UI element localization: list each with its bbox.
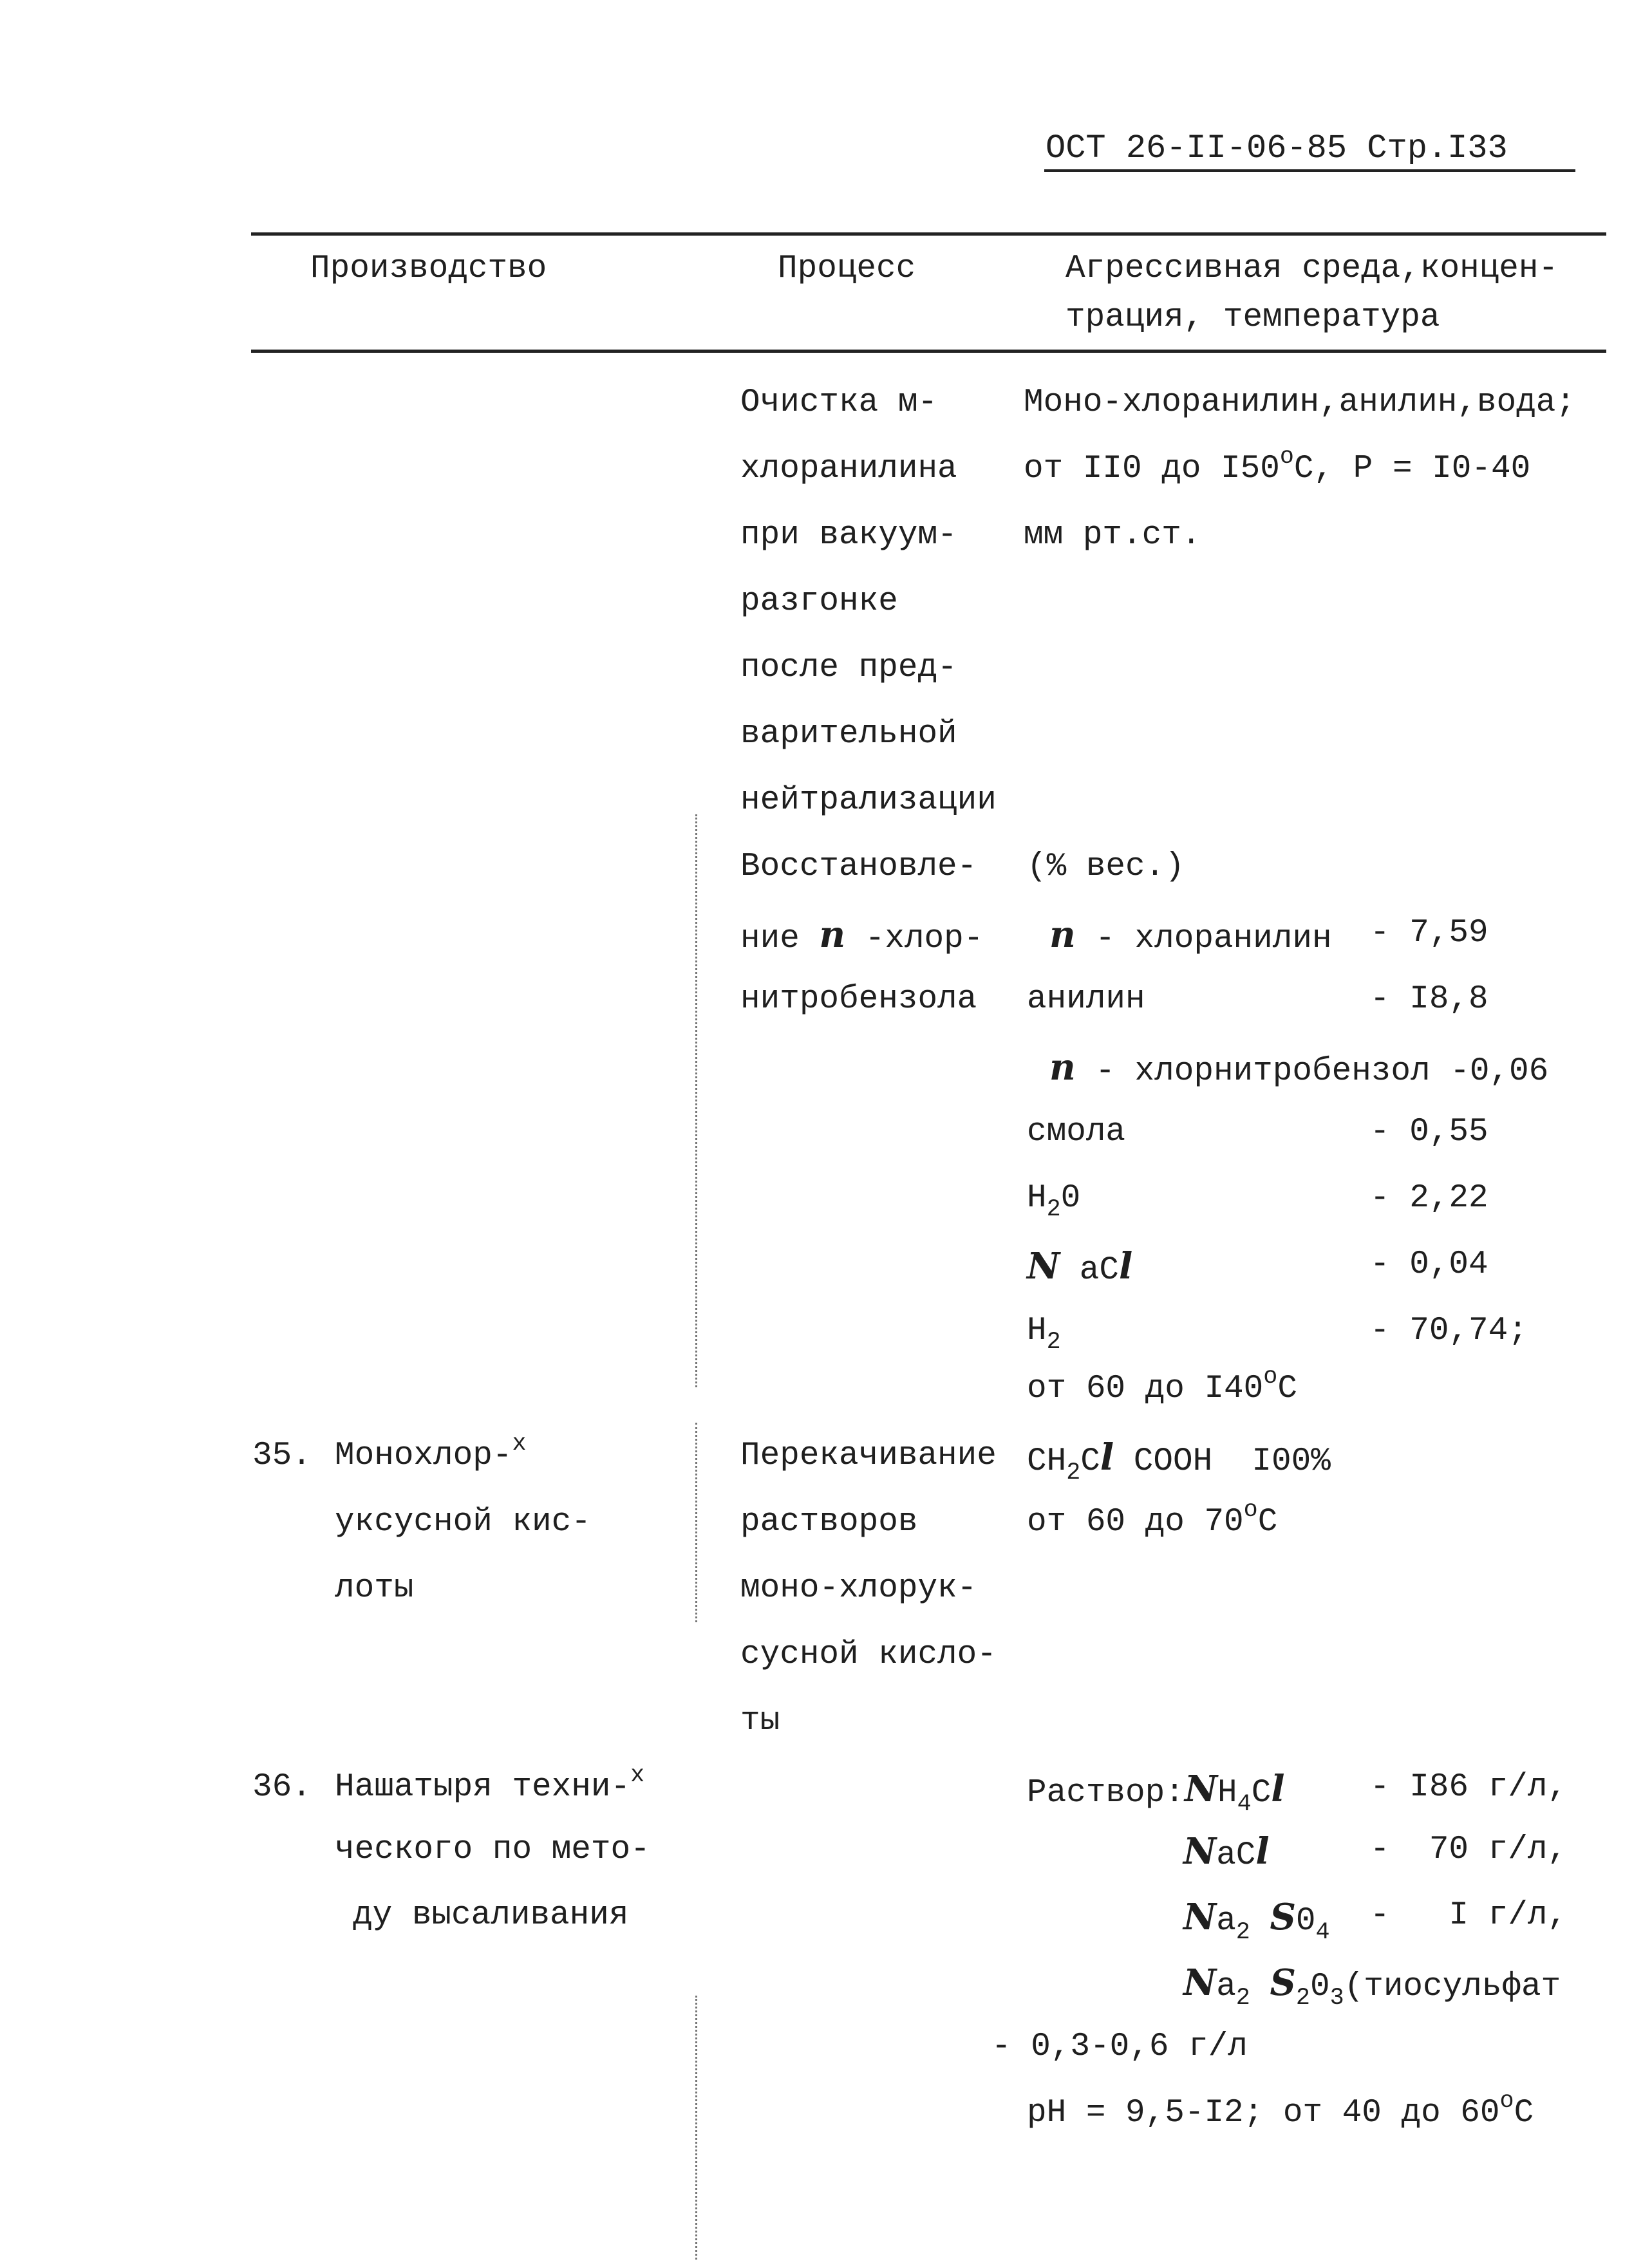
medium-text: $Н_20$ <box>1027 1180 1081 1223</box>
column-separator <box>695 1996 697 2260</box>
medium-value: - 70 г/л, <box>1370 1831 1568 1868</box>
medium-text: мм рт.ст. <box>1024 517 1201 554</box>
process-text: нейтрализации <box>740 782 997 819</box>
medium-text: - 0,3-0,6 г/л <box>991 2028 1248 2065</box>
process-text: моно-хлорук- <box>740 1570 977 1607</box>
medium-text: NаСl <box>1183 1830 1270 1874</box>
process-text: ние n -хлор- <box>740 913 984 957</box>
column-header-production: Производство <box>310 250 547 287</box>
medium-value: - 7,59 <box>1370 915 1488 951</box>
medium-text: $СН_2Сl$ СООН I00% <box>1027 1436 1331 1486</box>
process-text: при вакуум- <box>740 517 957 554</box>
column-header-process: Процесс <box>778 250 916 287</box>
production-text: Нашатыря техни-$^х$ <box>335 1761 645 1806</box>
column-separator <box>695 814 697 1387</box>
process-text: после пред- <box>740 650 957 686</box>
column-separator <box>695 1423 697 1622</box>
medium-value: - 70,74; <box>1370 1313 1528 1349</box>
medium-text: рН = 9,5-I2; от 40 до $60^оС$ <box>1027 2087 1534 2131</box>
medium-value: - I8,8 <box>1370 981 1488 1018</box>
table-header-rule <box>251 350 1606 353</box>
medium-text: $Раствор:NН_4Сl$ <box>1027 1768 1285 1818</box>
medium-text: $Nа_2$ $S0_4$ <box>1183 1896 1330 1946</box>
header-underline <box>1044 169 1575 172</box>
medium-value: - I86 г/л, <box>1370 1769 1568 1806</box>
production-text: Монохлор-$^х$ <box>335 1430 527 1474</box>
entry-number: 36. <box>252 1769 312 1806</box>
column-header-medium-line1: Агрессивная среда,концен- <box>1065 250 1559 287</box>
medium-value: - 0,04 <box>1370 1246 1488 1283</box>
medium-text: от II0 до $I50^оС$, Р = I0-40 <box>1024 443 1531 487</box>
process-text: Перекачивание <box>740 1437 997 1474</box>
medium-text: анилин <box>1027 981 1145 1018</box>
medium-value: - I г/л, <box>1370 1897 1568 1934</box>
production-text: уксусной кис- <box>335 1504 591 1540</box>
medium-value: - 0,55 <box>1370 1114 1488 1150</box>
process-text: ты <box>740 1703 780 1739</box>
medium-text: Моно-хлоранилин,анилин,вода; <box>1024 384 1575 421</box>
medium-text: от 60 до $I40^оС$ <box>1027 1363 1297 1407</box>
production-text: ду высаливания <box>353 1897 629 1934</box>
production-text: лоты <box>335 1570 414 1607</box>
medium-text: N аСl <box>1027 1245 1133 1289</box>
page-header: ОСТ 26-II-06-85 Стр.I33 <box>1046 129 1508 167</box>
process-text: варительной <box>740 716 957 753</box>
medium-text: n - хлоранилин <box>1049 913 1332 957</box>
column-header-medium-line2: трация, температура <box>1065 299 1440 336</box>
medium-text: от 60 до $70^оС$ <box>1027 1496 1278 1540</box>
medium-value: - 2,22 <box>1370 1180 1488 1217</box>
table-top-rule <box>251 232 1606 236</box>
process-text: нитробензола <box>740 981 977 1018</box>
medium-text: $Nа_2$ $S_20_3(тиосульфат$ <box>1183 1962 1561 2012</box>
medium-text: n - хлорнитробензол -0,06 <box>1049 1046 1549 1090</box>
process-text: разгонке <box>740 583 898 620</box>
medium-text: смола <box>1027 1114 1126 1150</box>
entry-number: 35. <box>252 1437 312 1474</box>
process-text: Очистка м- <box>740 384 938 421</box>
medium-text: $Н_2$ <box>1027 1313 1061 1356</box>
process-text: Восстановле- <box>740 848 977 885</box>
process-text: сусной кисло- <box>740 1636 997 1673</box>
production-text: ческого по мето- <box>335 1831 650 1868</box>
process-text: хлоранилина <box>740 451 957 487</box>
process-text: растворов <box>740 1504 918 1540</box>
medium-text: (% вес.) <box>1027 848 1185 885</box>
